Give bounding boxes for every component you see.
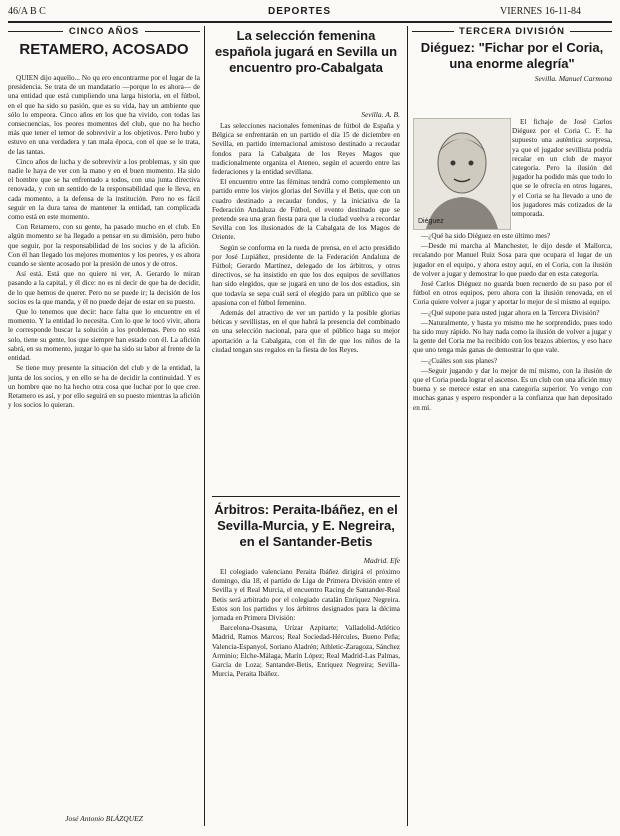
page-number: 46/A B C [8, 6, 46, 17]
article-body [212, 568, 400, 826]
paragraph: —¿Qué supone para usted jugar ahora en la Tercera División? [421, 308, 600, 317]
paragraph: Barcelona-Osasuna, Urízar Azpitarte; Valladolid-Atlético Madrid, Ramos Marcos; Real Sociedad-Hércules, Bueno Peña; Valencia-Espanyol, Soriano Aladrén; Athletic-Zaragoza, Sánchez Arminio; Elche-Málaga, Marín López; Real Madrid-Las Palmas, García de Loza; Santander-Betis, Enríquez Negreira; Sevilla-Murcia, Peraita Ibáñez. [212, 624, 400, 679]
paragraph: Se tiene muy presente la situación del club y de la entidad, la junta de los socios, y en ello se ha de decidir la continuidad. Y es un hombre que no ha hecho otra cosa que luchar por lo que cree. Retamero es así, y por ello seguirá en su puesto mientras la afición y los socios lo quieran. [8, 364, 200, 410]
article-headline: Diéguez: "Fichar por el Coria, una enorme alegría" [420, 40, 604, 71]
paragraph: El encuentro entre las féminas tendrá como complemento un partido entre los viejos glorias del Sevilla y el Betis, que con un cuadro destinado a recaudar fondos, y la iniciativa de la Federación Andaluza de Fútbol, el evento destinado que se pretende sea una gran fiesta para que la ciudad vuelva a recordar Sevilla con los ilusionados de la Cabalgata de los Magos de Oriente. [212, 178, 400, 242]
header-rule [8, 21, 612, 23]
article-headline: RETAMERO, ACOSADO [19, 41, 189, 58]
article-body [413, 232, 612, 826]
paragraph: —Naturalmente, y hasta yo mismo me he sorprendido, pues todo ha sido muy rápido. No hay nada como la ilusión de volver a jugar y la gente del Coria me ha recibido con los brazos abiertos, y eso hace que uno tenga más ganas de demostrar lo que vale. [413, 318, 612, 355]
issue-date: VIERNES 16-11-84 [500, 6, 582, 17]
column-divider-2 [407, 26, 408, 826]
article-byline: José Antonio BLÁZQUEZ [65, 814, 143, 823]
paragraph: Así está. Está que no quiere ni ver, A. Gerardo le miran pasando a la capital, y él dice: no es ni decir de que ha de decidir, de lo que hemos de querer. Pero no se puede ir; la decisión de los socios es la que manda, y él no puede dejar de estar en su puesto. [8, 270, 200, 306]
photo-caption: Diéguez [418, 218, 444, 225]
article-dieguez [412, 26, 612, 83]
column-divider-1 [204, 26, 205, 826]
article-body [212, 122, 400, 492]
article-headline: La selección femenina española jugará en Sevilla un encuentro pro-Cabalgata [214, 28, 398, 75]
article-headline: Árbitros: Peraita-Ibáñez, en el Sevilla-Murcia, y E. Negreira, en el Santander-Betis [214, 502, 398, 549]
paragraph: Que lo tenemos que decir: hace falta que lo encuentre en el momento. Y la entidad lo necesita. Con lo que le tocó vivir, ahora le corresponde buscar la solución a los problemas. Pero no está solo, tiene su gente, los que siempre han estado con él. La afición sabrá, en su momento, juzgar lo que ha sido su labor al frente de la entidad. [8, 308, 200, 363]
paragraph: Las selecciones nacionales femeninas de fútbol de España y Bélgica se enfrentarán en un partido el día 15 de diciembre en Sevilla, en partido internacional amistoso destinado a recaudar fondos para la Cabalgata de los Reyes Magos que tradicionalmente organiza el Ateneo, según el acuerdo entre las federaciones y la entidad sevillana. [212, 122, 400, 177]
section-title: DEPORTES [268, 6, 332, 17]
article-separator [212, 496, 400, 497]
paragraph: El fichaje de José Carlos Diéguez por el Coria C. F. ha supuesto una auténtica sorpresa, ya que el jugador sevillista podría recalar en un club de mayor categoría. Pero la ilusión del jugador ha podido más que todo lo que se le ofrecía en otros lugares, y el Coria se ha llevado a uno de los jugadores más cotizados de la temporada. [512, 118, 612, 219]
article-retamero [8, 26, 200, 58]
player-photo [413, 118, 511, 230]
paragraph: —Seguir jugando y dar lo mejor de mí mismo, con la ilusión de que el Coria pueda lograr el ascenso. Es un club con una afición muy buena y se merece estar en una categoría superior. Yo vengo con muchas ganas y espero responder a la confianza que han depositado en mí. [413, 366, 612, 412]
article-byline: Madrid. Efe [363, 556, 400, 565]
article-body-wrap [512, 118, 612, 230]
paragraph: Cinco años de lucha y de sobrevivir a los problemas, y sin que nadie le haya de ver con la mano y en el buen momento. Ha sido el hombre que se ha enfrentado a todos, con una junta directiva renovada, y con un sentido de la responsabilidad que le lleva, en cada momento, a la defensa de la institución. Pero no es fácil seguir en la dura tarea de mantener la entidad, tan complicada como está en este momento. [8, 157, 200, 222]
paragraph: El colegiado valenciano Peraita Ibáñez dirigirá el próximo domingo, día 18, el partido de Liga de Primera División entre el Sevilla y el Real Murcia, el encuentro Racing de Santander-Real Betis será arbitrado por el colegiado catalán Enríquez Negreira. Estos son los partidos y los árbitros designados para la décima jornada en Primera División: [212, 568, 400, 623]
paragraph: Además del atractivo de ver un partido y la posible glorias béticas y sevillistas, en el que habrá la presencia del combinado en una selección nacional, para que el público haga su mejor aportación a la Cabalgata, con el fin de que los niños de la ciudad tengan sus regalos en la fiesta de los Reyes. [212, 309, 400, 354]
paragraph: QUIEN dijo aquello... No qu ero encontrarme por el lugar de la presidencia. Se trata de un mandatario —porque lo es ahora— de una entidad que está cumpliendo una larga historia, en el fútbol, en el que ha sido su pasión, que es su vida, hay un ambiente que sólo lo empeora. Cinco años en los que ha vivido, con todas las consecuencias, los peores momentos del club, que no ha hecho más que tener el temor de sobrevivir a los objetivos. Pero hubo y estuvo en una verdadera y tan mala época, con el que se le trata, de las tantas. [8, 74, 200, 156]
paragraph: Según se conforma en la rueda de prensa, en el acto presidido por José Lupiáñez, presidente de la Federación Andaluza de Fútbol; Gerardo Martínez, delegado de los árbitros, y otros directivos, se ha insistido en que los dos equipos de sevillanos han sido elegidos, que se jugará en uno de los dos estadios, sin que todavía se sepa cuál será el elegido para un público que se apasiona con el fútbol femenino. [212, 243, 400, 307]
paragraph: Con Retamero, con su gente, ha pasado mucho en el club. En algún momento se ha llegado a pensar en su dimisión, pero hubo que seguir, por la responsabilidad de los socios y de la afición. Con él han llegado los mejores momentos y los peores, y es ahora cuando se siente acosado por la presión de unos y de otros. [8, 223, 200, 269]
article-kicker: TERCERA DIVISIÓN [459, 26, 565, 37]
article-byline: Sevilla. Manuel Carmona [534, 74, 612, 83]
paragraph: —¿Qué ha sido Diéguez en este último mes? [421, 232, 551, 240]
paragraph: —Desde mi marcha al Manchester, le dijo desde el Mallorca, recalando por Manuel Ruiz Sosa para que ocupara el lugar de un jugador en el equipo, y ahora estoy aquí, en el Coria, con la ilusión de volver a jugar y demostrar lo que puedo dar en esta categoría. [413, 242, 612, 278]
portrait-icon [414, 119, 510, 229]
article-byline: Sevilla. A. B. [361, 110, 400, 119]
article-kicker: CINCO AÑOS [68, 26, 140, 37]
paragraph: —¿Cuáles son sus planes? [421, 356, 498, 365]
article-body [8, 74, 200, 810]
paragraph: José Carlos Diéguez no guarda buen recuerdo de su paso por el fútbol en otros equipos, pero ahora con la ilusión renovada, en el Coria quiere volver a jugar y aportar lo mejor de sí mismo al equipo. [413, 280, 612, 307]
